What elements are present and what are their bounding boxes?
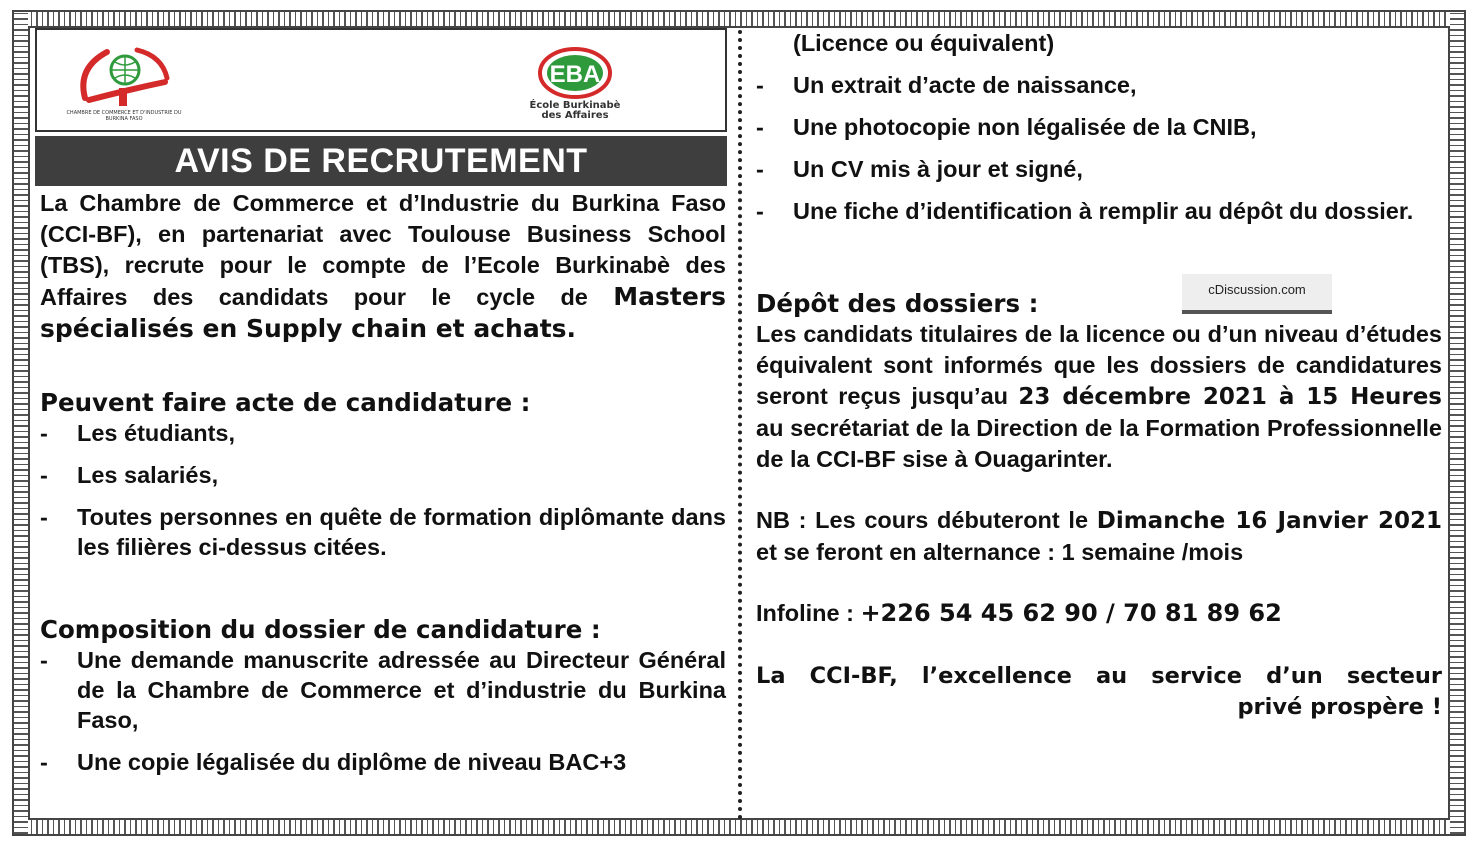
cci-logo-icon: [67, 38, 177, 120]
border-left-strip: [14, 12, 28, 834]
list-item-continuation: (Licence ou équivalent): [793, 30, 1055, 56]
list-item: - Un extrait d’acte de naissance,: [756, 72, 1137, 98]
eba-caption-line2: des Affaires: [541, 110, 609, 121]
composition-title: Composition du dossier de candidature :: [40, 615, 601, 644]
cci-logo-caption: CHAMBRE DE COMMERCE ET D'INDUSTRIE DU BURKINA FASO: [66, 110, 182, 122]
right-column: [756, 28, 1442, 723]
column-divider: [738, 30, 742, 820]
intro-paragraph: [40, 188, 726, 345]
page-title: AVIS DE RECRUTEMENT: [35, 136, 727, 186]
list-item: - Une demande manuscrite adressée au Directeur Général de la Chambre de Commerce et d’industrie du Burkina Faso,: [40, 647, 726, 733]
eligibility-title: Peuvent faire acte de candidature :: [40, 388, 531, 417]
depot-deadline: 23 décembre 2021 à 15 Heures: [1018, 384, 1443, 410]
infoline: [756, 598, 1442, 629]
list-item: - Une photocopie non légalisée de la CNIB,: [756, 114, 1257, 140]
list-item: - Les étudiants,: [40, 420, 236, 446]
intro-program: Masters spécialisés en Supply chain et achats.: [40, 282, 726, 343]
eba-logo-mark: EBA: [549, 61, 601, 88]
logo-header: [35, 28, 727, 132]
intro-text: La Chambre de Commerce et d’Industrie du Burkina Faso (CCI-BF), en partenariat avec Toulouse Business School (TBS), recrute pour le compte de l’Ecole Burkinabè des Affaires des candidats pour le cycle de: [40, 190, 726, 310]
list-item: - Une fiche d’identification à remplir au dépôt du dossier.: [756, 198, 1414, 224]
list-item: - Une copie légalisée du diplôme de niveau BAC+3: [40, 749, 627, 775]
left-column: [40, 188, 726, 777]
eba-logo-caption: [517, 101, 633, 121]
infoline-label: Infoline :: [756, 600, 861, 626]
list-item: - Un CV mis à jour et signé,: [756, 156, 1083, 182]
depot-paragraph: Les candidats titulaires de la licence ou d’un niveau d’études équivalent sont informés que les dossiers de candidatures seront reçus jusqu’au 23 décembre 2021 à 15 Heures au secrétariat de la Direction de la Formation Professionnelle de la CCI-BF sise à Ouagarinter.: [756, 321, 1443, 472]
composition-list: [40, 645, 726, 777]
note-date: Dimanche 16 Janvier 2021: [1096, 508, 1442, 534]
list-item: - Toutes personnes en quête de formation diplômante dans les filières ci-dessus citées.: [40, 504, 726, 560]
border-right-strip: [1450, 12, 1464, 834]
list-item: - Les salariés,: [40, 462, 219, 488]
depot-title: Dépôt des dossiers :: [756, 289, 1039, 318]
eba-caption-line1: École Burkinabè: [529, 100, 621, 111]
watermark-badge: cDiscussion.com: [1182, 274, 1332, 314]
composition-list-continued: [756, 28, 1442, 226]
slogan-line1: La CCI-BF, l’excellence au service d’un secteur: [756, 663, 1442, 689]
infoline-numbers: +226 54 45 62 90 / 70 81 89 62: [860, 599, 1282, 627]
eba-logo-icon: [537, 46, 613, 100]
eligibility-list: [40, 418, 726, 562]
slogan-line2: privé prospère !: [1237, 694, 1442, 720]
note-paragraph: NB : Les cours débuteront le Dimanche 16 Janvier 2021 et se feront en alternance : 1 semaine /mois: [756, 507, 1442, 565]
